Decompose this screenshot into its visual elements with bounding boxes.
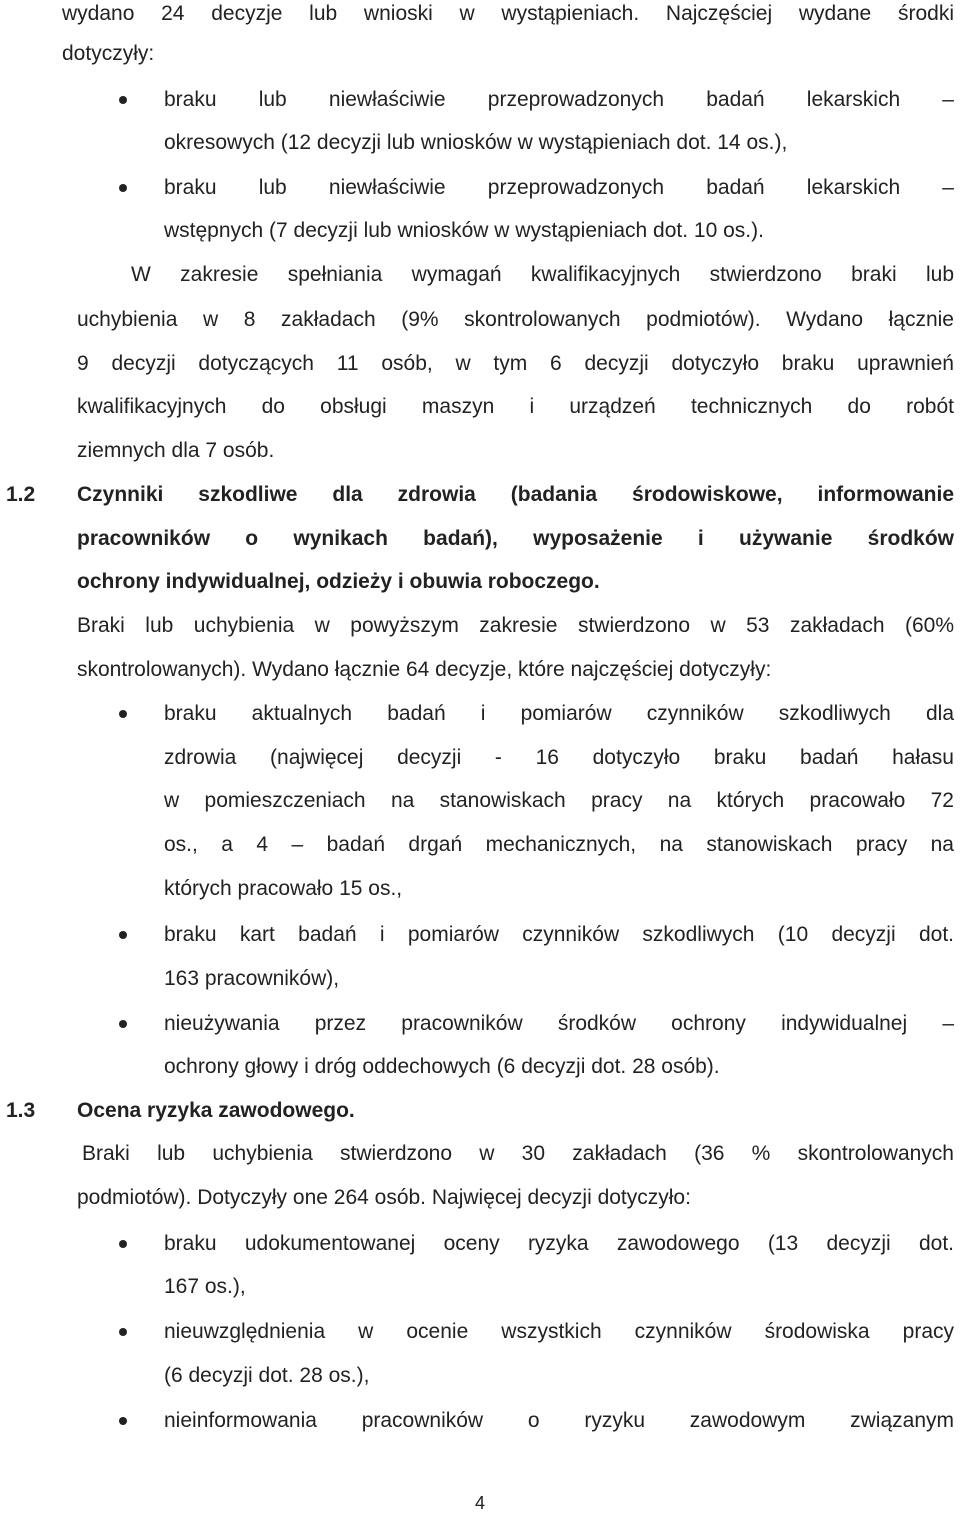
page-number: 4	[474, 1493, 485, 1513]
list-item-line: wstępnych (7 decyzji lub wniosków w wystąpieniach dot. 10 os.).	[164, 219, 764, 242]
paragraph-line: uchybienia w 8 zakładach (9% skontrolowanych podmiotów). Wydano łącznie	[77, 308, 954, 331]
section-heading-line: ochrony indywidualnej, odzieży i obuwia roboczego.	[77, 570, 600, 593]
list-item-line: braku lub niewłaściwie przeprowadzonych badań lekarskich –	[164, 88, 954, 111]
list-item-line: zdrowia (najwięcej decyzji - 16 dotyczyło braku badań hałasu	[164, 746, 954, 769]
paragraph-line: W zakresie spełniania wymagań kwalifikacyjnych stwierdzono braki lub	[131, 263, 954, 286]
paragraph-line: kwalifikacyjnych do obsługi maszyn i urządzeń technicznych do robót	[77, 395, 954, 418]
paragraph-line: podmiotów). Dotyczyły one 264 osób. Najwięcej decyzji dotyczyło:	[77, 1186, 691, 1209]
paragraph-line: Braki lub uchybienia w powyższym zakresie stwierdzono w 53 zakładach (60%	[77, 614, 954, 637]
list-item-line: nieinformowania pracowników o ryzyku zawodowym związanym	[164, 1409, 954, 1432]
bullet-icon	[119, 1020, 127, 1028]
bullet-icon	[119, 1240, 127, 1248]
list-item-line: braku aktualnych badań i pomiarów czynników szkodliwych dla	[164, 702, 954, 725]
paragraph-line: ziemnych dla 7 osób.	[77, 439, 275, 462]
list-item-line: 163 pracowników),	[164, 967, 340, 990]
bullet-icon	[119, 184, 127, 192]
bullet-icon	[119, 710, 127, 718]
section-heading-line: pracowników o wynikach badań), wyposażenie i używanie środków	[77, 527, 954, 550]
list-item-line: 167 os.),	[164, 1275, 246, 1298]
list-item-line: ochrony głowy i dróg oddechowych (6 decyzji dot. 28 osób).	[164, 1055, 720, 1078]
list-item-line: braku lub niewłaściwie przeprowadzonych badań lekarskich –	[164, 176, 954, 199]
section-number: 1.2	[6, 483, 36, 506]
list-item-line: braku kart badań i pomiarów czynników szkodliwych (10 decyzji dot.	[164, 923, 954, 946]
paragraph-line: wydano 24 decyzje lub wnioski w wystąpieniach. Najczęściej wydane środki	[62, 2, 954, 25]
list-item-line: braku udokumentowanej oceny ryzyka zawodowego (13 decyzji dot.	[164, 1232, 954, 1255]
section-heading: Ocena ryzyka zawodowego.	[77, 1099, 355, 1122]
list-item-line: os., a 4 – badań drgań mechanicznych, na stanowiskach pracy na	[164, 833, 954, 856]
bullet-icon	[119, 1328, 127, 1336]
list-item-line: okresowych (12 decyzji lub wniosków w wystąpieniach dot. 14 os.),	[164, 131, 788, 154]
section-heading-line: Czynniki szkodliwe dla zdrowia (badania środowiskowe, informowanie	[77, 483, 954, 506]
bullet-icon	[119, 931, 127, 939]
paragraph-line: 9 decyzji dotyczących 11 osób, w tym 6 decyzji dotyczyło braku uprawnień	[77, 352, 954, 375]
bullet-icon	[119, 96, 127, 104]
list-item-line: których pracowało 15 os.,	[164, 877, 403, 900]
paragraph-line: dotyczyły:	[62, 42, 155, 65]
list-item-line: (6 decyzji dot. 28 os.),	[164, 1364, 370, 1387]
bullet-icon	[119, 1417, 127, 1425]
list-item-line: nieużywania przez pracowników środków ochrony indywidualnej –	[164, 1012, 954, 1035]
paragraph-line: Braki lub uchybienia stwierdzono w 30 zakładach (36 % skontrolowanych	[82, 1142, 954, 1165]
paragraph-line: skontrolowanych). Wydano łącznie 64 decyzje, które najczęściej dotyczyły:	[77, 658, 772, 681]
list-item-line: nieuwzględnienia w ocenie wszystkich czynników środowiska pracy	[164, 1320, 954, 1343]
list-item-line: w pomieszczeniach na stanowiskach pracy na których pracowało 72	[164, 789, 954, 812]
section-number: 1.3	[6, 1099, 36, 1122]
